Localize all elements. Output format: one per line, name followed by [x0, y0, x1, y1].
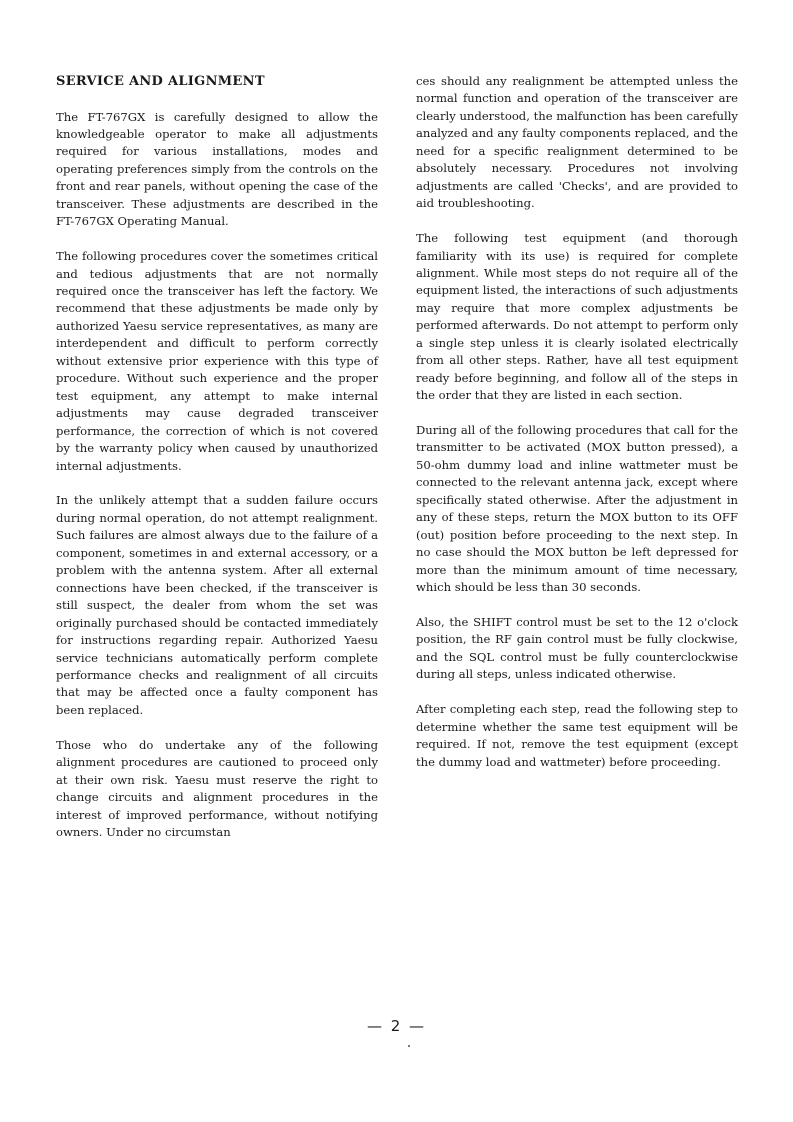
paragraph-mox-procedure: During all of the following procedures that call for the transmitter to be activated (MOX button pressed), a 50-ohm dummy load and inline wattmeter must be connected to the relevant antenna jack, except where specifically stated otherwise. After the adjustment in any of these steps, return the MOX button to its OFF (out) position before proceeding to the next step. In no case should the MOX button be left depressed for more than the minimum amount of time necessary, which should be less than 30 seconds.	[416, 423, 738, 595]
paragraph-control-settings: Also, the SHIFT control must be set to the 12 o'clock position, the RF gain control must be fully clockwise, and the SQL control must be fully counterclockwise during all steps, unless indicated otherwise.	[416, 615, 738, 682]
scan-speck	[408, 1045, 410, 1047]
paragraph-procedures-overview: The following procedures cover the sometimes critical and tedious adjustments that are not normally required once the transceiver has left the factory. We recommend that these adjustments be made only by authorized Yaesu service representatives, as many are interdependent and difficult to perform correctly without extensive prior experience with this type of procedure. Without such experience and the proper test equipment, any attempt to make internal adjustments may cause degraded transceiver performance, the correction of which is not covered by the warranty policy when caused by unauthorized internal adjustments.	[56, 249, 378, 473]
paragraph-after-each-step: After completing each step, read the following step to determine whether the same test equipment will be required. If not, remove the test equipment (except the dummy load and wattmeter) before proceeding.	[416, 702, 738, 769]
section-heading: SERVICE AND ALIGNMENT	[56, 74, 265, 89]
right-column	[416, 69, 738, 789]
paragraph-sudden-failure: In the unlikely attempt that a sudden failure occurs during normal operation, do not attempt realignment. Such failures are almost always due to the failure of a component, sometimes in and external accessory, or a problem with the antenna system. After all external connections have been checked, if the transceiver is still suspect, the dealer from whom the set was originally purchased should be contacted immediately for instructions regarding repair. Authorized Yaesu service technicians automatically perform complete performance checks and realignment of all circuits that may be affected once a faulty component has been replaced.	[56, 493, 378, 717]
paragraph-caution: Those who do undertake any of the following alignment procedures are cautioned to proceed only at their own risk. Yaesu must reserve the right to change circuits and alignment procedures in the interest of improved performance, without notifying owners. Under no circumstan	[56, 737, 378, 840]
page-number: — 2 —	[366, 1017, 427, 1035]
paragraph-caution-continued: ces should any realignment be attempted unless the normal function and operation of the transceiver are clearly understood, the malfunction has been carefully analyzed and any faulty components replaced, and the need for a specific realignment determined to be absolutely necessary. Procedures not involving adjustments are called 'Checks', and are provided to aid troubleshooting.	[416, 74, 738, 211]
paragraph-intro: The FT-767GX is carefully designed to allow the knowledgeable operator to make all adjustments required for various installations, modes and operating preferences simply from the controls on the front and rear panels, without opening the case of the transceiver. These adjustments are described in the FT-767GX Operating Manual.	[56, 109, 378, 229]
left-column	[56, 69, 378, 859]
paragraph-test-equipment: The following test equipment (and thorough familiarity with its use) is required for complete alignment. While most steps do not require all of the equipment listed, the interactions of such adjustments may require that more complex adjustments be performed afterwards. Do not attempt to perform only a single step unless it is clearly isolated electrically from all other steps. Rather, have all test equipment ready before beginning, and follow all of the steps in the order that they are listed in each section.	[416, 231, 738, 403]
